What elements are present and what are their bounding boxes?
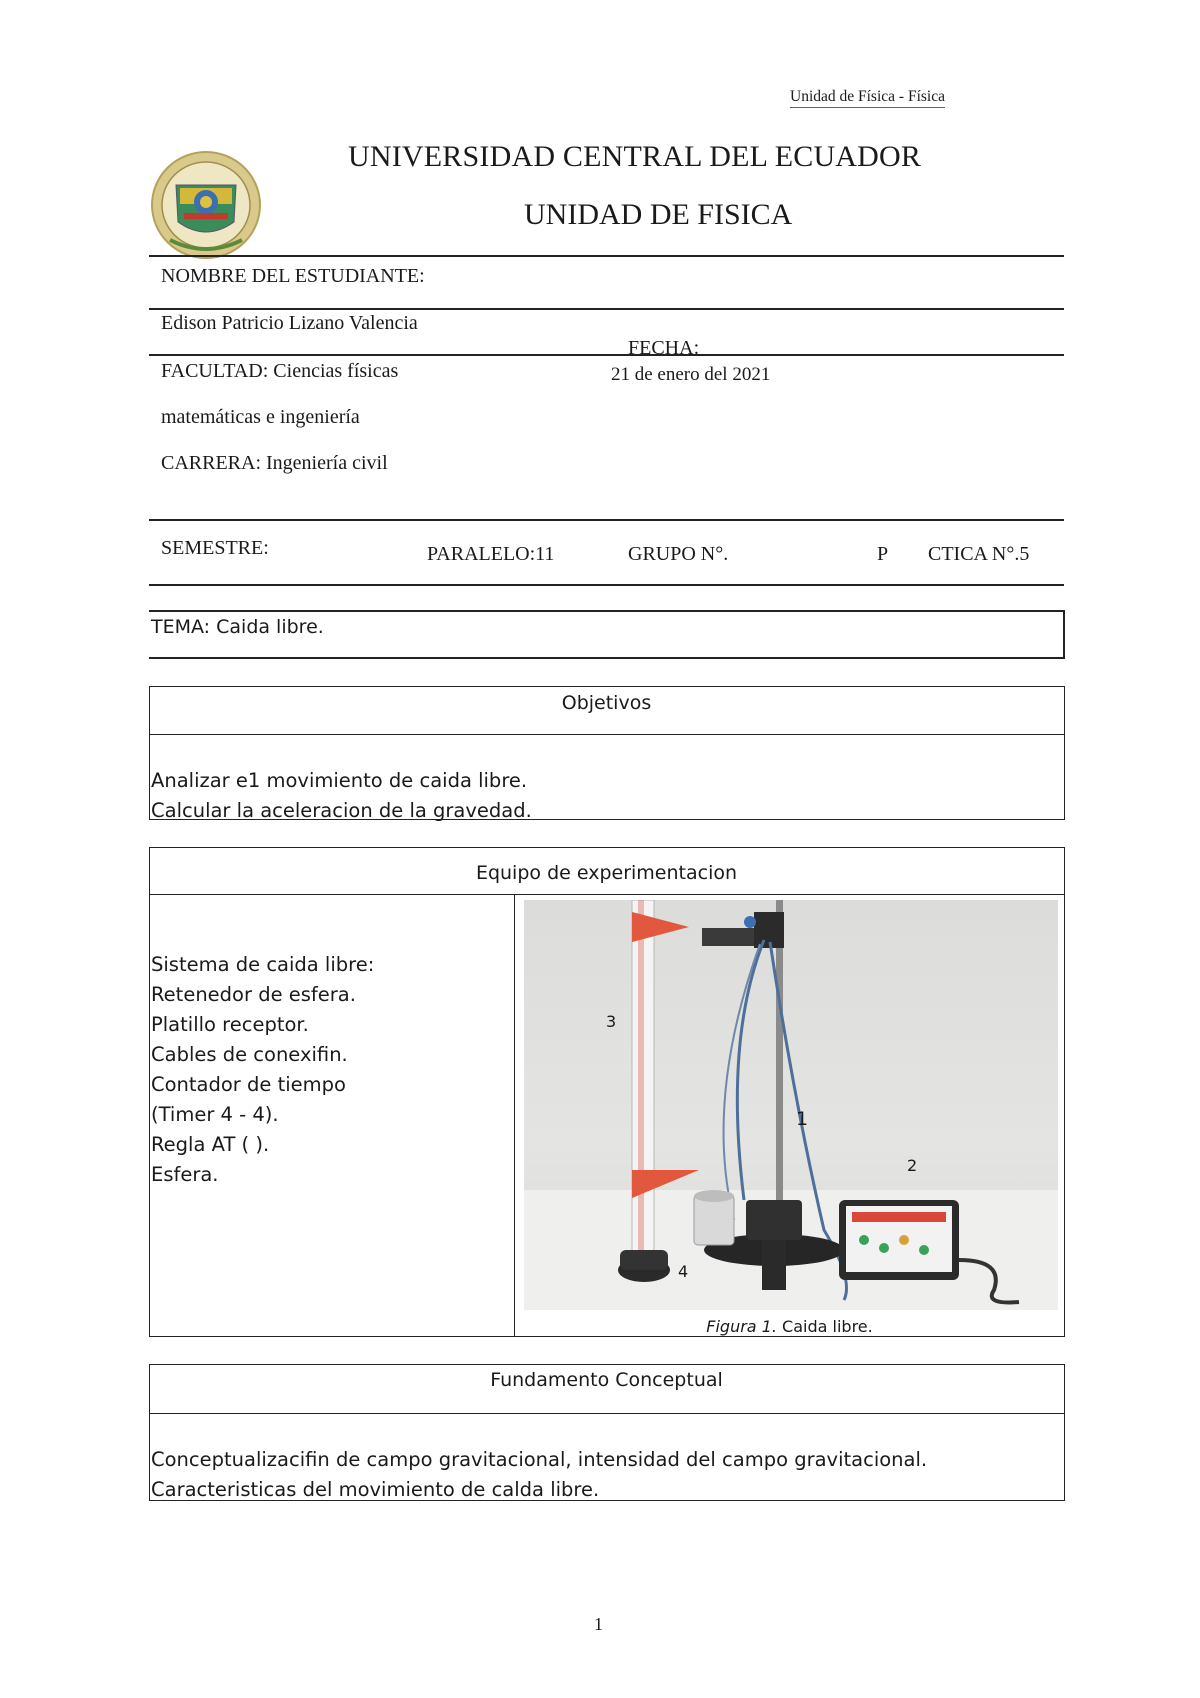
- list-item: Caracteristicas del movimiento de calda libre.: [151, 1478, 600, 1501]
- photo-label-2: 2: [907, 1156, 918, 1175]
- career: CARRERA: Ingeniería civil: [161, 452, 388, 474]
- apparatus-photo: [524, 900, 1058, 1310]
- objetivos-title: Objetivos: [561, 692, 652, 714]
- group: GRUPO N°.: [628, 543, 729, 565]
- student-name: Edison Patricio Lizano Valencia: [161, 312, 418, 334]
- student-label: NOMBRE DEL ESTUDIANTE:: [161, 265, 425, 287]
- list-item: Analizar e1 movimiento de caida libre.: [151, 769, 528, 792]
- list-item: Regla AT ( ).: [151, 1133, 270, 1156]
- list-item: Contador de tiempo: [151, 1073, 346, 1096]
- university-seal-icon: [150, 150, 262, 260]
- tema-label: TEMA:: [151, 616, 211, 638]
- date-value: 21 de enero del 2021: [611, 364, 771, 385]
- column-divider: [514, 894, 515, 1337]
- list-item: Sistema de caida libre:: [151, 953, 375, 976]
- divider: [149, 894, 1065, 895]
- unit-title: UNIDAD DE FISICA: [524, 198, 793, 231]
- photo-label-3: 3: [606, 1012, 617, 1031]
- fundamento-title: Fundamento Conceptual: [490, 1369, 723, 1391]
- free-fall-apparatus-icon: [524, 900, 1058, 1310]
- divider: [149, 1413, 1065, 1414]
- list-item: Conceptualizacifin de campo gravitacional, intensidad del campo gravitacional.: [151, 1448, 928, 1471]
- equipo-title: Equipo de experimentacion: [475, 862, 738, 884]
- list-item: Cables de conexifin.: [151, 1043, 348, 1066]
- caption-italic: Figura 1.: [706, 1317, 777, 1336]
- photo-label-4: 4: [678, 1262, 689, 1281]
- university-title: UNIVERSIDAD CENTRAL DEL ECUADOR: [348, 140, 922, 173]
- list-item: Esfera.: [151, 1163, 219, 1186]
- header-unit-label: Unidad de Física - Física: [790, 88, 945, 108]
- list-item: Platillo receptor.: [151, 1013, 309, 1036]
- faculty-line-1: FACULTAD: Ciencias físicas: [161, 360, 399, 382]
- practice-p: P: [877, 543, 889, 565]
- list-item: Retenedor de esfera.: [151, 983, 356, 1006]
- equipo-list: [151, 950, 374, 1190]
- divider: [149, 354, 1064, 356]
- fundamento-list: [151, 1445, 927, 1505]
- practice-number: CTICA N°.5: [928, 543, 1030, 565]
- page-number: 1: [594, 1614, 603, 1634]
- divider: [149, 584, 1064, 586]
- divider: [149, 255, 1064, 257]
- parallel: PARALELO:11: [427, 543, 555, 565]
- tema-value: Caida libre.: [216, 616, 324, 638]
- faculty-line-2: matemáticas e ingeniería: [161, 406, 360, 428]
- caption-bold: Caida libre.: [782, 1317, 873, 1336]
- list-item: (Timer 4 - 4).: [151, 1103, 279, 1126]
- photo-label-1: 1: [796, 1108, 809, 1130]
- divider: [149, 308, 1064, 310]
- semester-label: SEMESTRE:: [161, 537, 269, 559]
- divider: [149, 734, 1065, 735]
- tema: [151, 616, 324, 638]
- divider: [149, 519, 1064, 521]
- date-label: FECHA:: [628, 337, 700, 359]
- objetivos-list: [151, 766, 532, 826]
- list-item: Calcular la aceleracion de la gravedad.: [151, 799, 532, 822]
- figure-caption: [515, 1317, 1064, 1336]
